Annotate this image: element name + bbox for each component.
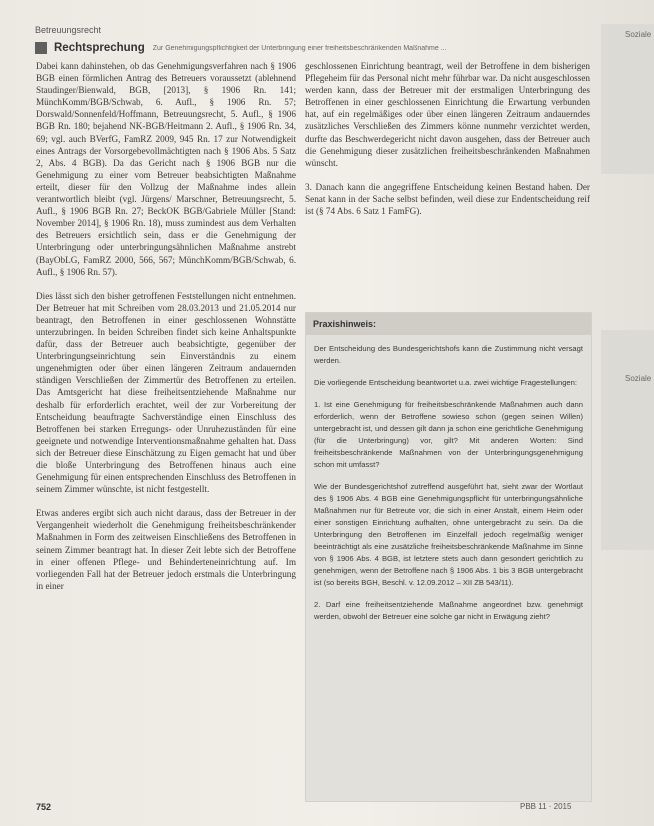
section-label: Betreuungsrecht	[35, 25, 102, 35]
page-title: Rechtsprechung	[54, 42, 145, 54]
paragraph: geschlossenen Einrichtung beantragt, weil der Betroffene in dem bisherigen Pflegeheim für das Personal nicht mehr führbar war. Da nicht ausgeschlossen werden kann, dass der Betreuer mit der erstmaligen Unterbringung des Betroffenen in einer geschlossenen Einrichtung die Erwartung verbunden hat, auf ein regelmäßiges oder über einen längeren Zeitraum andauerndes zusätzliches Verschließen des Zimmers könne nunmehr verzichtet werden, durfte das Beschwerdegericht nicht davon ausgehen, dass der Betreuer auch die Genehmigung dieser zusätzlichen freiheitsbeschränkenden Maßnahmen wünscht.	[305, 61, 590, 168]
paragraph: Etwas anderes ergibt sich auch nicht daraus, dass der Betreuer in der Vergangenheit wiederholt die Genehmigung freiheitsbeschränkender Maßnahmen in Form des zeitweisen Einschließens des Betroffenen in seinem Zimmer beantragt hat. In dieser Zeit lebte sich der Betroffene in einer offenen Pflege- und Behinderteneinrichtung auf. Im vorliegenden Fall hat der Betreuer jedoch erstmals die Unterbringung in einer	[36, 508, 296, 591]
practice-note-heading: Praxishinweis:	[306, 313, 591, 335]
paragraph: Dies lässt sich den bisher getroffenen Feststellungen nicht entnehmen. Der Betreuer hat mit Schreiben vom 28.03.2013 und 21.05.2014 nur beantragt, den Betroffenen in einer geschlossenen Wohnstätte unterzubringen. In beiden Schreiben findet sich keine Anhaltspunkte dafür, dass der Betreuer auch beabsichtigte, gegenüber der Unterbringungseinrichtung sein Einverständnis zu einem ungenehmigten oder über einen längeren Zeitraum andauernden ständigen Verschließen der Zimmertür des Betroffenen zu erteilen. Das Amtsgericht hat diese freiheitsentziehende Maßnahme nur deshalb für erforderlich erachtet, weil der zur Vorbereitung der Entscheidung beauftragte Sachverständige einen Einschluss des Betroffenen bei starken Erregungs- oder Unruhezuständen für eine geeignete und notwendige Interventionsmaßnahme gehalten hat. Dass sich der Betreuer diese Einschätzung zu Eigen gemacht hat und über die bloße Unterbringung des Betroffenen hinaus auch eine Genehmigung für einen entsprechenden Einschluss des Betroffenen in seinem Zimmer wünschte, ist nicht festgestellt.	[36, 290, 296, 495]
note-paragraph: Der Entscheidung des Bundesgerichtshofs kann die Zustimmung nicht versagt werden.	[314, 344, 583, 365]
page-header	[35, 40, 595, 56]
page-number: 752	[36, 802, 52, 812]
side-tab	[601, 24, 654, 174]
practice-note-body	[306, 335, 591, 623]
page-subtitle: Zur Genehmigungspflichtigkeit der Unterbringung einer freiheitsbeschränkenden Maßnahme ...	[152, 44, 447, 52]
note-paragraph: 2. Darf eine freiheitsentziehende Maßnahme angeordnet bzw. genehmigt werden, obwohl der Betreuer eine solche gar nicht in Erwägung zieht?	[314, 600, 583, 621]
right-column	[305, 60, 590, 229]
header-marker-icon	[35, 42, 47, 54]
left-column	[36, 60, 296, 604]
journal-reference: PBB 11 · 2015	[520, 802, 572, 811]
side-tab-label: Soziale	[625, 30, 652, 39]
practice-note-box	[305, 312, 592, 802]
note-paragraph: Wie der Bundesgerichtshof zutreffend ausgeführt hat, sieht zwar der Wortlaut des § 1906 Abs. 4 BGB eine Genehmigungspflicht für unterbringungsähnliche Maßnahmen nur für Betreute vor, die sich in einer Anstalt, einem Heim oder einer sonstigen Einrichtung aufhalten, ohne untergebracht zu sein. Da die Unterbringung den Betroffenen im Einzelfall jedoch regelmäßig weniger beeinträchtigt als eine zusätzliche freiheitsbeschränkende Maßnahme im Sinne von § 1906 Abs. 4 BGB, ist letztere stets auch dann gesondert gerichtlich zu genehmigen, wenn der Betroffene nach § 1906 Abs. 1 bis 3 BGB untergebracht ist (so bereits BGH, Beschl. v. 12.09.2012 – XII ZB 543/11).	[314, 482, 583, 587]
paragraph: Dabei kann dahinstehen, ob das Genehmigungsverfahren nach § 1906 BGB einen förmlichen Antrag des Betreuers voraussetzt (ablehnend Staudinger/Bienwald, BGB, [2013], § 1906 Rn. 141; MünchKomm/BGB/Schwab, 6. Aufl., § 1906 Rn. 57; Dorswald/Sonnenfeld/Hoffmann, Betreuungsrecht, 5. Aufl., § 1906 BGB Rn. 180; bejahend NK-BGB/Heitmann 2. Aufl., § 1906 Rn. 34, 69; vgl. auch BVerfG, FamRZ 2009, 945 Rn. 17 zur Notwendigkeit eines Antrags der Vorsorgebevollmächtigten nach § 1906 Abs. 5 Satz 2, Abs. 4 BGB). Da das Gericht nach § 1906 BGB nur die Genehmigung zu einer vom Betreuer beabsichtigten Maßnahme erteilt, dieser für den Vollzug der Maßnahme indes allein verantwortlich bleibt (vgl. Jürgens/ Marschner, Betreuungsrecht, 5. Aufl., § 1906 BGB Rn. 27; BeckOK BGB/Gabriele Müller [Stand: November 2014], § 1906 Rn. 18), muss zumindest aus dem Verhalten des Betreuers ersichtlich sein, dass er die Genehmigung der Unterbringung oder unterbringungsähnlichen Maßnahme anstrebt (BayObLG, FamRZ 2000, 566, 567; MünchKomm/BGB/Schwab, 6. Aufl., § 1906 Rn. 57).	[36, 61, 296, 277]
side-tab-label: Soziale	[625, 374, 652, 383]
note-paragraph: Die vorliegende Entscheidung beantwortet u.a. zwei wichtige Fragestellungen:	[314, 378, 577, 387]
note-paragraph: 1. Ist eine Genehmigung für freiheitsbeschränkende Maßnahmen auch dann erforderlich, wenn der Betroffene sowieso schon (gegen seinen Willen) untergebracht ist, und dessen gilt dann ja schon eine gerichtliche Genehmigung (für die Unterbringung) vor, gilt? Mit anderen Worten: Sind freiheitsbeschränkende Maßnahmen von der Unterbringungsgenehmigung schon mit umfasst?	[314, 400, 583, 469]
side-tab	[601, 330, 654, 550]
paragraph: 3. Danach kann die angegriffene Entscheidung keinen Bestand haben. Der Senat kann in der Sache selbst befinden, weil diese zur Endentscheidung reif ist (§ 74 Abs. 6 Satz 1 FamFG).	[305, 181, 590, 217]
